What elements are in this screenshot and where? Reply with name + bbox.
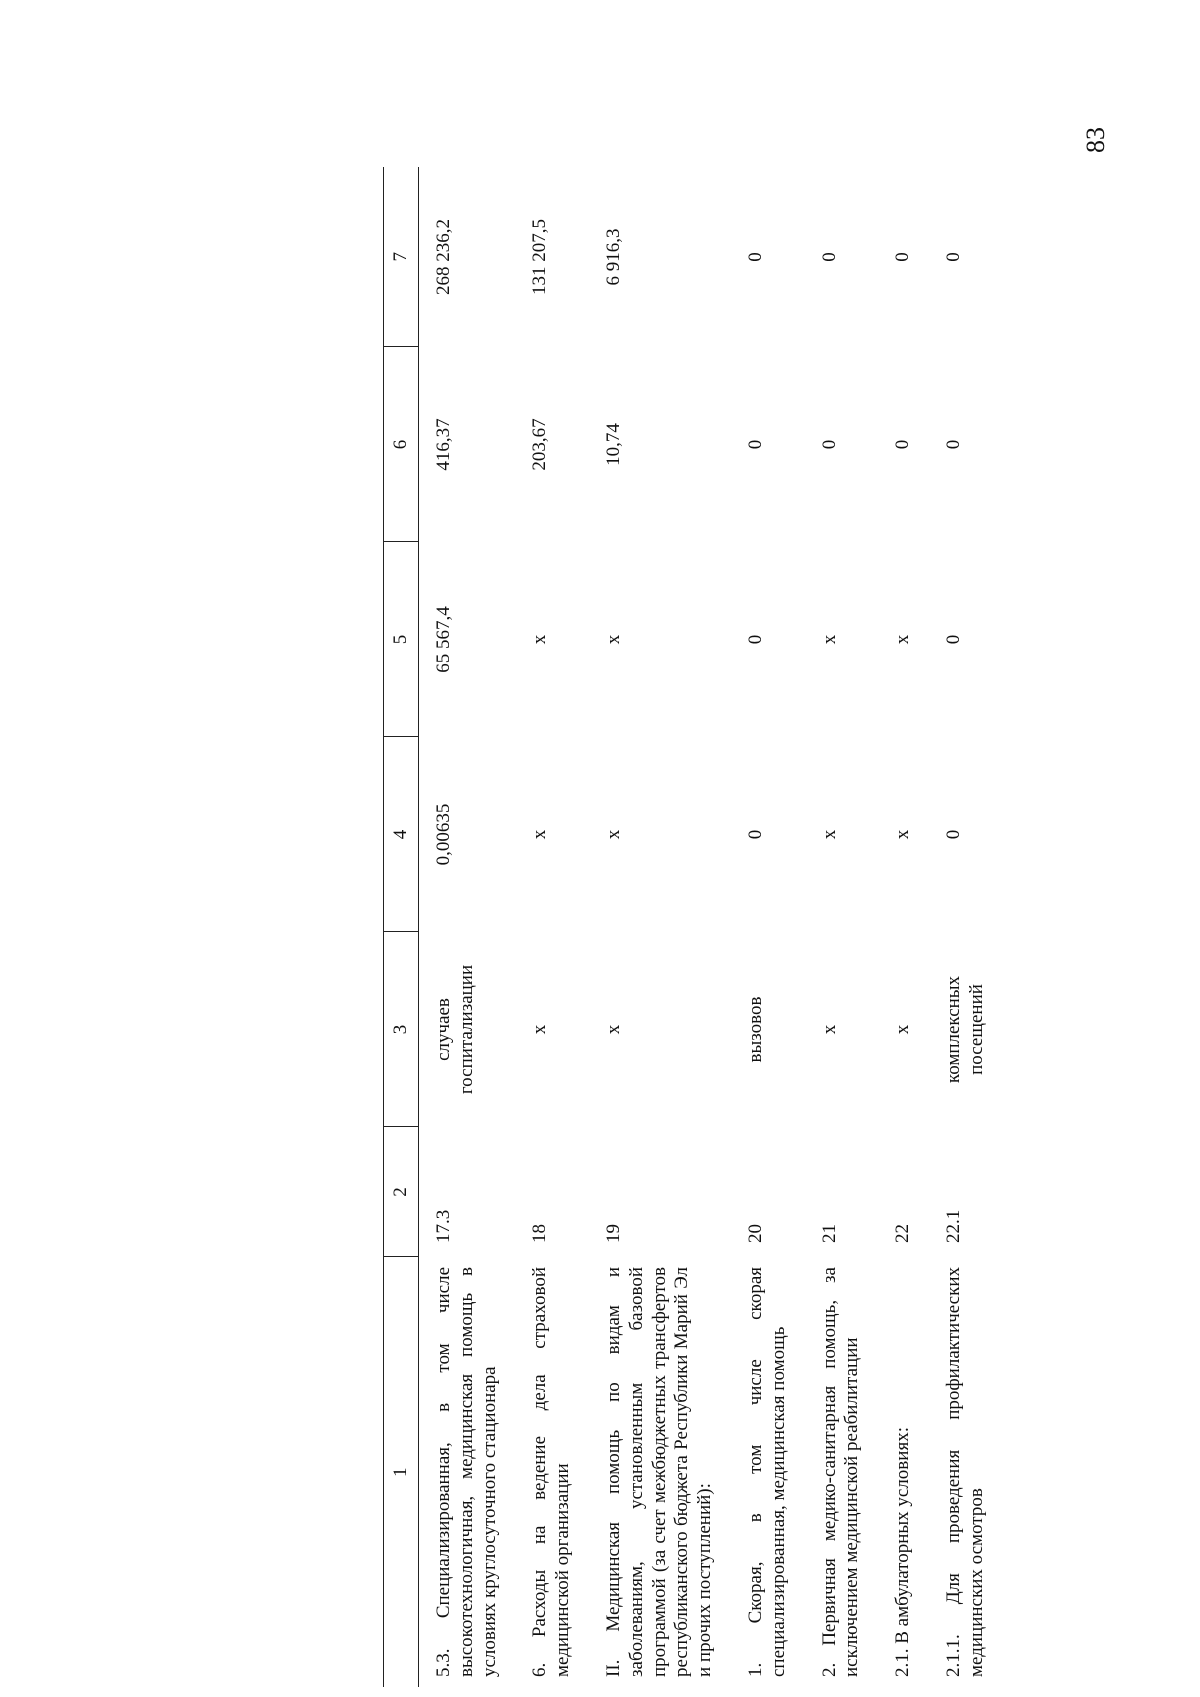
row-unit: комплексных посещений	[942, 975, 987, 1084]
cell-col5: 0	[942, 634, 964, 645]
cell-col5: 65 567,4	[433, 606, 454, 673]
cell-col5: х	[892, 634, 914, 645]
row-number: 22.1	[942, 1209, 964, 1243]
row-number: 19	[602, 1224, 624, 1243]
table-row	[589, 167, 731, 1687]
cell-col6: 0	[892, 439, 914, 450]
column-header-5: 5	[384, 542, 419, 737]
table-header-row	[384, 167, 419, 1687]
table-row	[805, 167, 879, 1687]
row-label: 2. Первичная медико-санитарная помощь, за исключением медицинской реабилитации	[818, 1267, 863, 1677]
row-number: 22	[892, 1224, 914, 1243]
data-table	[383, 167, 1003, 1687]
row-number: 18	[529, 1224, 551, 1243]
row-label: 1. Скорая, в том числе скорая специализированная, медицинская помощь	[744, 1267, 789, 1677]
cell-col6: 0	[744, 439, 766, 450]
rotated-table-container	[383, 167, 1133, 1687]
row-unit: х	[892, 1024, 914, 1035]
row-label: 5.3. Специализированная, в том числе высокотехнологичная, медицинская помощь в условиях круглосуточного стационара	[433, 1267, 500, 1677]
row-unit: х	[818, 1024, 840, 1035]
cell-col4: х	[818, 829, 840, 840]
row-label: 2.1. В амбулаторных условиях:	[892, 1427, 914, 1677]
cell-col4: х	[602, 829, 624, 840]
cell-col6: 416,37	[433, 418, 454, 471]
table-row	[731, 167, 805, 1687]
cell-col7: 131 207,5	[529, 219, 551, 295]
cell-col7: 268 236,2	[433, 219, 454, 295]
cell-col4: х	[529, 829, 551, 840]
cell-col6: 0	[818, 439, 840, 450]
row-unit: х	[529, 1024, 551, 1035]
cell-col7: 0	[892, 252, 914, 262]
row-number: 20	[744, 1224, 766, 1243]
cell-col6: 10,74	[602, 423, 624, 466]
column-header-3: 3	[384, 932, 419, 1127]
cell-col4: 0,00635	[433, 803, 454, 866]
cell-col5: х	[818, 634, 840, 645]
row-label: 6. Расходы на ведение дела страховой медицинской организации	[529, 1267, 574, 1677]
page-number: 83	[1081, 127, 1110, 153]
row-number: 21	[818, 1224, 840, 1243]
cell-col6: 203,67	[529, 418, 551, 471]
row-unit: вызовов	[744, 996, 766, 1063]
row-label: 2.1.1. Для проведения профилактических медицинских осмотров	[942, 1267, 987, 1677]
cell-col4: 0	[942, 829, 964, 840]
cell-col7: 0	[942, 252, 964, 262]
cell-col4: 0	[744, 829, 766, 840]
cell-col4: х	[892, 829, 914, 840]
cell-col7: 0	[818, 252, 840, 262]
row-unit: х	[602, 1024, 624, 1035]
row-label: II. Медицинская помощь по видам и заболеваниям, установленным базовой программой (за счет межбюджетных трансфертов республиканского бюджета Республики Марий Эл и прочих поступлений):	[602, 1267, 716, 1677]
table-row	[929, 167, 1003, 1687]
column-header-1: 1	[384, 1257, 419, 1687]
table-row	[419, 167, 516, 1687]
cell-col5: х	[529, 634, 551, 645]
cell-col7: 0	[744, 252, 766, 262]
table-row	[878, 167, 929, 1687]
cell-col5: 0	[744, 634, 766, 645]
row-unit: случаев госпитализации	[433, 964, 477, 1095]
column-header-2: 2	[384, 1127, 419, 1257]
row-number: 17.3	[433, 1209, 454, 1243]
column-header-4: 4	[384, 737, 419, 932]
table-row	[515, 167, 589, 1687]
cell-col6: 0	[942, 439, 964, 450]
column-header-7: 7	[384, 167, 419, 347]
cell-col7: 6 916,3	[602, 228, 624, 286]
column-header-6: 6	[384, 347, 419, 542]
cell-col5: х	[602, 634, 624, 645]
